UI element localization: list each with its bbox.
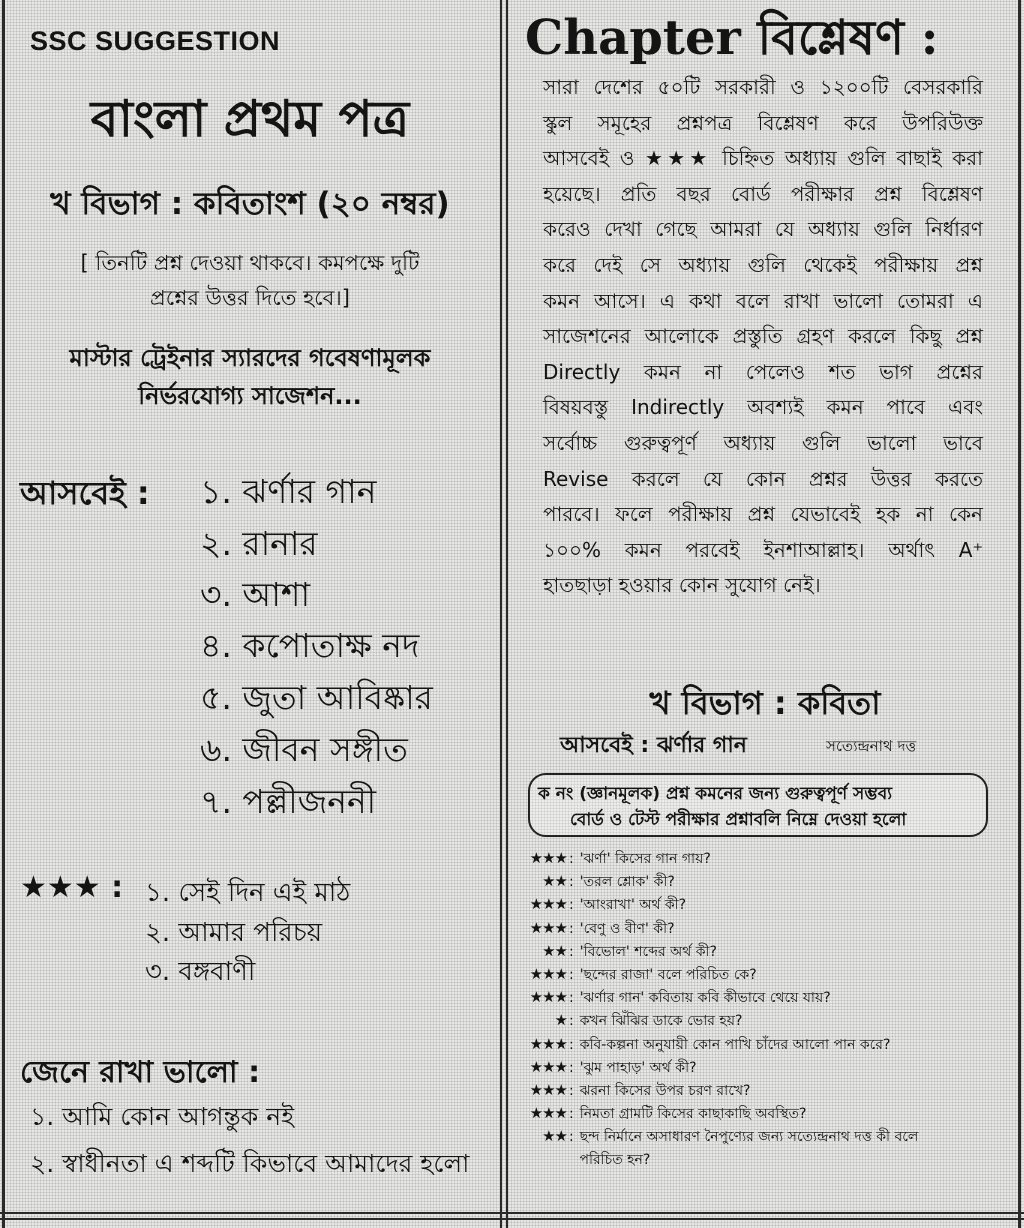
separator: : [569, 851, 574, 867]
question-item [505, 917, 1015, 940]
question-item [505, 986, 1015, 1009]
asbei-item: ৪. কপোতাক্ষ নদ [200, 626, 420, 665]
question-item [505, 1149, 1015, 1172]
paragraph-line: হয়েছে। প্রতি বছর বোর্ড পরীক্ষার প্রশ্ন বিশ্লেষণ [543, 181, 983, 206]
separator: : [569, 1083, 574, 1099]
asbei-item: ৫. জুতা আবিষ্কার [200, 678, 433, 717]
ssc-suggestion-header: SSC SUGGESTION [30, 26, 281, 56]
separator: : [569, 967, 574, 983]
question-item [505, 963, 1015, 986]
separator: : [569, 920, 574, 937]
note-line: প্রশ্নের উত্তর দিতে হবে।] [150, 286, 350, 310]
paragraph-line: ১০০% কমন পরবেই ইনশাআল্লাহ। অর্থাৎ A⁺ [543, 537, 983, 562]
three-star-label: ★★★ : [20, 870, 124, 905]
paragraph-line: বিষয়বস্তু Indirectly অবশ্যই কমন পাবে এবং [543, 395, 983, 420]
good-to-know-item: ২. স্বাধীনতা এ শব্দটি কিভাবে আমাদের হলো [30, 1149, 470, 1178]
star-item: ১. সেই দিন এই মাঠ [145, 878, 351, 908]
separator: : [569, 1106, 574, 1123]
star-rating: ★★★ [529, 1057, 567, 1076]
chapter-analysis-header: Chapter বিশ্লেষণ : [525, 10, 939, 66]
star-rating: ★★★ [529, 1034, 567, 1053]
star-rating: ★★★ [529, 1104, 567, 1123]
question-text: কবি-কল্পনা অনুযায়ী কোন পাখি চাঁদের আলো পান করে? [579, 1036, 891, 1053]
separator: : [569, 943, 574, 960]
analysis-paragraph [543, 70, 983, 604]
paragraph-line: স্কুল সমূহের প্রশ্নপত্র বিশ্লেষণ করে উপরিউক্ত [543, 110, 983, 135]
star-rating: ★★★ [529, 849, 567, 867]
research-line: মাস্টার ট্রেইনার স্যারদের গবেষণামূলক [69, 344, 431, 372]
star-rating: ★★★ [529, 965, 567, 983]
paragraph-line: কমন আসে। এ কথা বলে রাখা ভালো তোমরা এ [543, 288, 983, 313]
poet-name: সত্যেন্দ্রনাথ দত্ত [826, 737, 917, 755]
star-rating: ★★ [542, 941, 567, 960]
bottom-rule [0, 1212, 1024, 1214]
question-text: কখন ঝিঁঝির ডাকে ভোর হয়? [579, 1013, 743, 1030]
star-item: ৩. বঙ্গবাণী [145, 957, 256, 987]
question-text: 'বিভোল' শব্দের অর্থ কী? [579, 943, 717, 960]
paragraph-line: আসবেই ও ★★★ চিহ্নিত অধ্যায় গুলি বাছাই করা [543, 146, 983, 171]
star-rating: ★★★ [529, 918, 567, 937]
bottom-rule-2 [0, 1218, 1024, 1220]
paragraph-line: Revise করলে যে কোন প্রশ্নর উত্তর করতে [543, 466, 983, 491]
note-line: [ তিনটি প্রশ্ন দেওয়া থাকবে। কমপক্ষে দুটি [80, 251, 420, 275]
star-rating: ★★★ [529, 1081, 567, 1099]
paragraph-line: Directly কমন না পেলেও শত ভাগ প্রশ্নের [543, 359, 983, 384]
question-text: পরিচিত হন? [579, 1151, 651, 1168]
separator: : [569, 1013, 574, 1030]
question-text: 'তরল শ্লোক' কী? [579, 874, 675, 891]
question-text: 'ঝুম পাহাড়' অর্থ কী? [579, 1059, 697, 1076]
separator: : [569, 990, 574, 1007]
research-line: নির্ভরযোগ্য সাজেশন... [138, 382, 362, 410]
question-item [505, 940, 1015, 963]
info-box-line: ক নং (জ্ঞানমূলক) প্রশ্ন কমনের জন্য গুরুত্বপূর্ণ সম্ভব্য [538, 784, 893, 804]
question-text: ছন্দ নির্মানে অসাধারণ নৈপুণ্যের জন্য সত্যেন্দ্রনাথ দত্ত কী বলে [579, 1129, 919, 1146]
asbei-item: ৩. আশা [200, 575, 311, 614]
question-text: 'ছন্দের রাজা' বলে পরিচিত কে? [579, 967, 757, 983]
separator: : [569, 897, 574, 914]
question-text: 'ঝর্ণা' কিসের গান গায়? [579, 851, 711, 867]
section-heading: খ বিভাগ : কবিতাংশ (২০ নম্বর) [50, 186, 450, 222]
star-rating: ★★ [542, 1127, 567, 1146]
question-item [505, 1056, 1015, 1079]
question-item [505, 1009, 1015, 1032]
question-item [505, 1125, 1015, 1148]
star-rating: ★★ [542, 872, 567, 891]
paragraph-line: করে দেই সে অধ্যায় গুলি থেকেই পরীক্ষায় প্রশ্ন [543, 252, 983, 277]
star-rating: ★ [554, 1011, 567, 1030]
star-rating: ★★★ [529, 895, 567, 914]
question-text: 'আংরাখা' অর্থ কী? [579, 897, 687, 914]
question-item [505, 847, 1015, 870]
separator [569, 1152, 573, 1168]
asbei-item: ৬. জীবন সঙ্গীত [200, 730, 408, 769]
column-divider [500, 0, 502, 1228]
asbei-label: আসবেই : [20, 474, 150, 512]
question-item [505, 893, 1015, 916]
separator: : [569, 1036, 574, 1053]
paragraph-line: করেও দেখা গেছে আমরা যে অধ্যায় গুলি নির্ধারণ [543, 217, 983, 242]
question-text: 'বেণু ও বীণ' কী? [579, 920, 675, 937]
question-text: 'ঝর্ণার গান' কবিতায় কবি কীভাবে থেয়ে যায়? [579, 990, 831, 1007]
paragraph-line: পারবে। ফলে পরীক্ষায় প্রশ্ন যেভাবেই হক না কেন [543, 502, 983, 527]
question-item [505, 1033, 1015, 1056]
separator: : [569, 874, 574, 891]
info-box-line: বোর্ড ও টেস্ট পরীক্ষার প্রশ্নাবলি নিম্নে দেওয়া হলো [570, 810, 907, 830]
paragraph-line: সারা দেশের ৫০টি সরকারী ও ১২০০টি বেসরকারি [543, 75, 983, 99]
kobita-subheading: আসবেই : ঝর্ণার গান [560, 733, 747, 758]
paragraph-line: সাজেশনের আলোকে প্রস্তুতি গ্রহণ করলে কিছু প্রশ্ন [543, 324, 983, 349]
page-title: বাংলা প্রথম পত্র [90, 90, 410, 148]
good-to-know-item: ১. আমি কোন আগন্তুক নই [30, 1102, 295, 1131]
question-text: ঝরনা কিসের উপর চরণ রাখে? [579, 1083, 751, 1099]
separator: : [569, 1129, 574, 1146]
paragraph-line: সর্বোচ্চ গুরুত্বপূর্ণ অধ্যায় গুলি ভালো ভাবে [543, 430, 983, 455]
paragraph-line: হাতছাড়া হওয়ার কোন সুযোগ নেই। [543, 573, 821, 598]
star-item: ২. আমার পরিচয় [145, 918, 323, 948]
right-border [1018, 0, 1021, 1228]
asbei-item: ২. রানার [200, 524, 318, 563]
question-text: নিমতা গ্রামটি কিসের কাছাকাছি অবস্থিত? [579, 1106, 807, 1123]
good-to-know-heading: জেনে রাখা ভালো : [20, 1055, 261, 1090]
question-item [505, 870, 1015, 893]
asbei-item: ৭. পল্লীজননী [200, 782, 377, 821]
separator: : [569, 1059, 574, 1076]
question-item [505, 1102, 1015, 1125]
star-rating: ★★★ [529, 988, 567, 1007]
question-item [505, 1079, 1015, 1102]
kobita-section-heading: খ বিভাগ : কবিতা [649, 684, 881, 722]
asbei-item: ১. ঝর্ণার গান [200, 472, 377, 511]
info-box [528, 773, 988, 837]
